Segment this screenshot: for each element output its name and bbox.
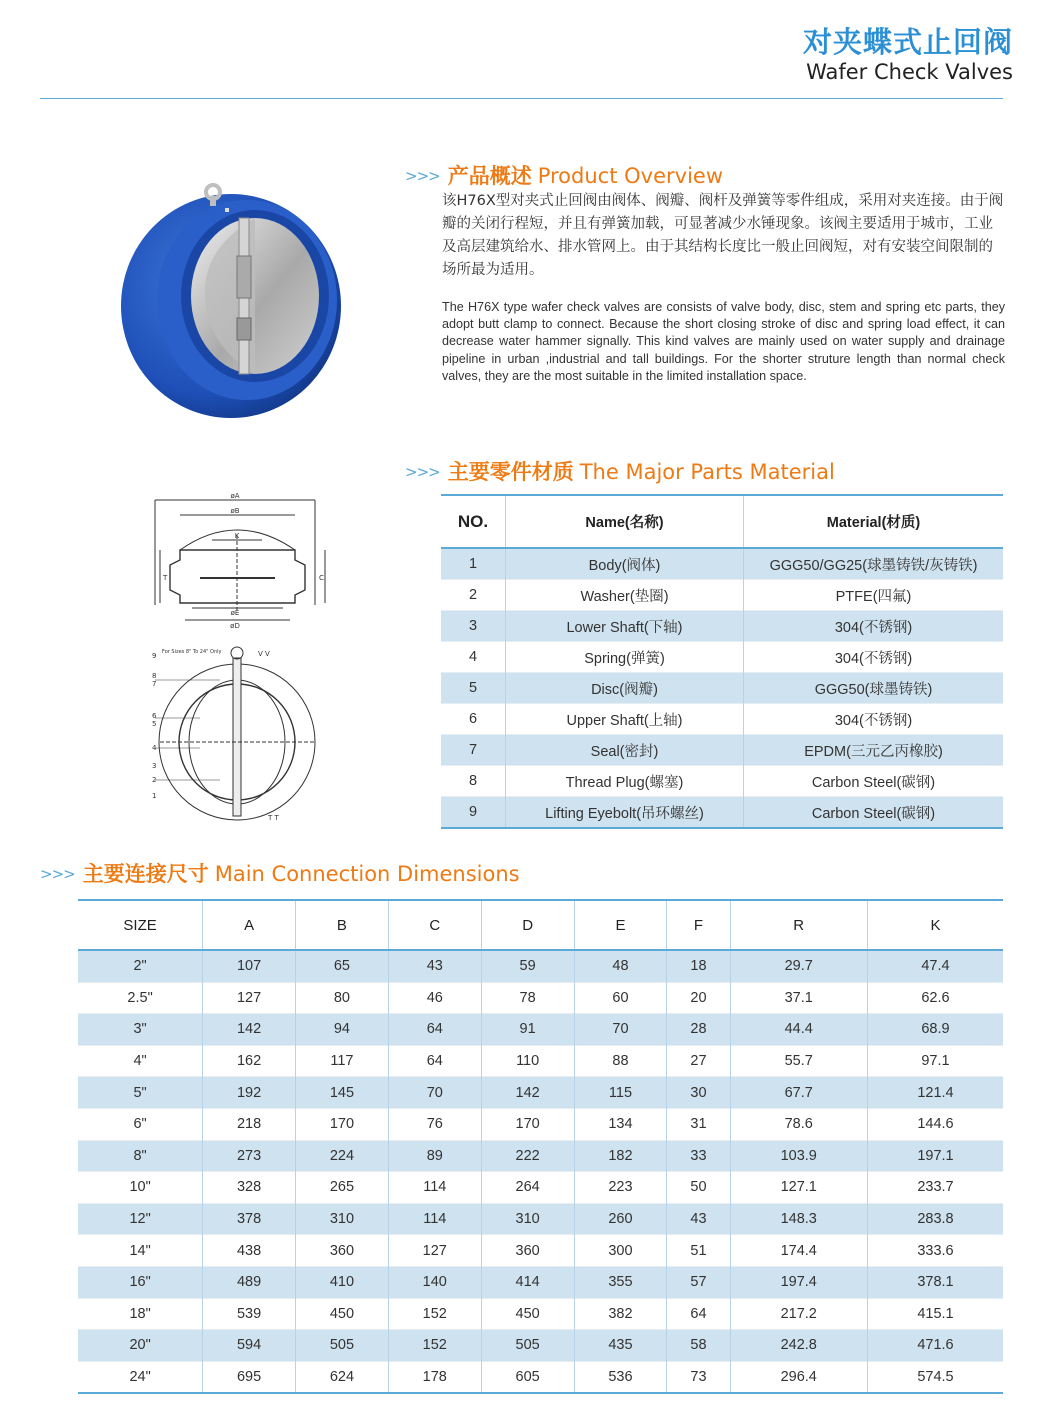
table-cell-name: Disc(阀瓣)	[506, 673, 744, 704]
table-cell: 51	[667, 1235, 730, 1267]
table-row	[78, 1298, 1003, 1330]
table-cell: 10"	[78, 1172, 203, 1204]
table-cell: 12"	[78, 1203, 203, 1235]
table-cell-no: 4	[441, 642, 506, 673]
table-row	[78, 1077, 1003, 1109]
svg-text:3: 3	[152, 762, 157, 770]
col-header-no: NO.	[441, 495, 506, 548]
table-cell-no: 2	[441, 580, 506, 611]
table-cell: 58	[667, 1330, 730, 1362]
table-cell: 283.8	[867, 1203, 1003, 1235]
table-row	[78, 982, 1003, 1014]
valve-technical-drawing	[140, 490, 340, 830]
parts-material-table	[441, 494, 1003, 829]
table-cell: 43	[388, 950, 481, 982]
svg-text:7: 7	[152, 680, 157, 688]
valve-product-photo	[113, 178, 353, 423]
page-title-cn: 对夹蝶式止回阀	[802, 25, 1013, 59]
dim-label-d: øD	[230, 622, 240, 630]
table-row	[78, 1045, 1003, 1077]
table-cell-name: Thread Plug(螺塞)	[506, 766, 744, 797]
table-cell: 505	[481, 1330, 574, 1362]
table-cell: 574.5	[867, 1361, 1003, 1393]
table-cell: 57	[667, 1266, 730, 1298]
table-row	[78, 1266, 1003, 1298]
table-cell: 78.6	[730, 1108, 867, 1140]
table-cell: 78	[481, 982, 574, 1014]
table-cell: 142	[481, 1077, 574, 1109]
table-cell: 594	[203, 1330, 296, 1362]
col-header-d: D	[481, 900, 574, 950]
table-cell: 174.4	[730, 1235, 867, 1267]
table-cell: 233.7	[867, 1172, 1003, 1204]
table-cell: 18	[667, 950, 730, 982]
table-cell: 6"	[78, 1108, 203, 1140]
col-header-e: E	[574, 900, 667, 950]
table-cell: 182	[574, 1140, 667, 1172]
table-cell-no: 1	[441, 548, 506, 580]
table-cell: 121.4	[867, 1077, 1003, 1109]
table-cell: 355	[574, 1266, 667, 1298]
table-cell: 33	[667, 1140, 730, 1172]
table-cell: 222	[481, 1140, 574, 1172]
table-cell: 605	[481, 1361, 574, 1393]
table-cell: 76	[388, 1108, 481, 1140]
table-cell: 223	[574, 1172, 667, 1204]
table-cell: 37.1	[730, 982, 867, 1014]
table-cell: 142	[203, 1014, 296, 1046]
table-cell: 127	[388, 1235, 481, 1267]
table-cell: 115	[574, 1077, 667, 1109]
col-header-c: C	[388, 900, 481, 950]
table-cell-material: 304(不锈钢)	[744, 704, 1004, 735]
table-cell: 471.6	[867, 1330, 1003, 1362]
dim-label-e: øE	[230, 609, 240, 617]
section-heading-dimensions: >>> 主要连接尺寸 Main Connection Dimensions	[40, 862, 520, 886]
table-cell: 435	[574, 1330, 667, 1362]
table-cell: 16"	[78, 1266, 203, 1298]
table-cell-no: 7	[441, 735, 506, 766]
table-cell: 62.6	[867, 982, 1003, 1014]
table-cell: 88	[574, 1045, 667, 1077]
callout-numbers	[152, 652, 157, 800]
table-cell: 328	[203, 1172, 296, 1204]
table-row	[78, 1330, 1003, 1362]
table-cell: 80	[296, 982, 389, 1014]
table-cell: 178	[388, 1361, 481, 1393]
svg-text:1: 1	[152, 792, 157, 800]
table-cell-material: Carbon Steel(碳钢)	[744, 797, 1004, 829]
table-row	[441, 766, 1003, 797]
table-cell-no: 6	[441, 704, 506, 735]
table-cell: 273	[203, 1140, 296, 1172]
svg-text:2: 2	[152, 776, 157, 784]
svg-text:9: 9	[152, 652, 157, 660]
table-cell: 260	[574, 1203, 667, 1235]
table-cell: 97.1	[867, 1045, 1003, 1077]
table-cell: 29.7	[730, 950, 867, 982]
table-row	[441, 548, 1003, 580]
drawing-section-label: T T	[268, 814, 279, 822]
svg-text:4: 4	[152, 744, 157, 752]
table-cell: 310	[296, 1203, 389, 1235]
table-cell: 695	[203, 1361, 296, 1393]
table-cell: 70	[388, 1077, 481, 1109]
table-row	[78, 950, 1003, 982]
table-row	[441, 735, 1003, 766]
section-heading-overview: >>> 产品概述 Product Overview	[405, 164, 723, 188]
table-cell: 50	[667, 1172, 730, 1204]
chevron-arrows-icon: >>>	[40, 865, 75, 883]
drawing-view-label: V V	[258, 650, 270, 658]
table-cell: 127.1	[730, 1172, 867, 1204]
page-title-en: Wafer Check Valves	[806, 60, 1013, 84]
table-cell-material: PTFE(四氟)	[744, 580, 1004, 611]
svg-text:5: 5	[152, 720, 157, 728]
table-cell: 360	[296, 1235, 389, 1267]
drawing-size-note: For Sizes 8" To 24" Only	[162, 649, 222, 655]
table-cell: 218	[203, 1108, 296, 1140]
svg-text:8: 8	[152, 672, 157, 680]
table-cell: 333.6	[867, 1235, 1003, 1267]
table-cell: 3"	[78, 1014, 203, 1046]
table-cell: 536	[574, 1361, 667, 1393]
col-header-size: SIZE	[78, 900, 203, 950]
section-view	[155, 492, 325, 630]
table-cell: 60	[574, 982, 667, 1014]
table-cell-no: 8	[441, 766, 506, 797]
table-cell: 47.4	[867, 950, 1003, 982]
table-cell: 114	[388, 1203, 481, 1235]
table-cell: 30	[667, 1077, 730, 1109]
chevron-arrows-icon: >>>	[405, 463, 440, 481]
table-cell: 46	[388, 982, 481, 1014]
dim-label-c: C	[319, 574, 324, 582]
header-divider	[40, 98, 1003, 99]
table-cell: 114	[388, 1172, 481, 1204]
table-cell: 64	[388, 1014, 481, 1046]
table-cell: 20"	[78, 1330, 203, 1362]
table-cell-material: GGG50(球墨铸铁)	[744, 673, 1004, 704]
table-cell: 8"	[78, 1140, 203, 1172]
table-cell: 624	[296, 1361, 389, 1393]
table-cell-name: Spring(弹簧)	[506, 642, 744, 673]
table-cell-material: Carbon Steel(碳钢)	[744, 766, 1004, 797]
table-cell: 505	[296, 1330, 389, 1362]
table-cell-no: 9	[441, 797, 506, 829]
col-header-a: A	[203, 900, 296, 950]
table-cell: 310	[481, 1203, 574, 1235]
table-cell: 73	[667, 1361, 730, 1393]
table-cell: 296.4	[730, 1361, 867, 1393]
table-cell: 65	[296, 950, 389, 982]
table-cell: 410	[296, 1266, 389, 1298]
col-header-f: F	[667, 900, 730, 950]
table-cell: 300	[574, 1235, 667, 1267]
table-cell: 242.8	[730, 1330, 867, 1362]
table-row	[78, 1203, 1003, 1235]
table-cell: 264	[481, 1172, 574, 1204]
table-cell: 450	[481, 1298, 574, 1330]
table-cell-name: Seal(密封)	[506, 735, 744, 766]
table-row	[441, 704, 1003, 735]
table-row	[78, 1172, 1003, 1204]
table-row	[441, 642, 1003, 673]
col-header-name: Name(名称)	[506, 495, 744, 548]
table-cell-no: 5	[441, 673, 506, 704]
table-row	[78, 1140, 1003, 1172]
table-cell: 438	[203, 1235, 296, 1267]
table-cell-name: Lifting Eyebolt(吊环螺丝)	[506, 797, 744, 829]
table-cell: 64	[667, 1298, 730, 1330]
chevron-arrows-icon: >>>	[405, 167, 440, 185]
table-row	[441, 580, 1003, 611]
table-cell: 197.4	[730, 1266, 867, 1298]
table-cell-name: Lower Shaft(下轴)	[506, 611, 744, 642]
dim-label-b: øB	[230, 507, 240, 515]
table-row	[441, 673, 1003, 704]
table-cell: 145	[296, 1077, 389, 1109]
table-cell: 43	[667, 1203, 730, 1235]
table-cell: 67.7	[730, 1077, 867, 1109]
table-cell: 89	[388, 1140, 481, 1172]
table-cell: 414	[481, 1266, 574, 1298]
table-cell: 44.4	[730, 1014, 867, 1046]
front-view	[155, 647, 315, 820]
overview-text-cn: 该H76X型对夹式止回阀由阀体、阀瓣、阀杆及弹簧等零件组成，采用对夹连接。由于阀瓣的关闭行程短，并且有弹簧加载，可显著减少水锤现象。该阀主要适用于城市，工业及高层建筑给水、排水管网上。由于其结构长度比一般止回阀短，对有安装空间限制的场所最为适用。	[442, 193, 1004, 278]
table-cell-name: Upper Shaft(上轴)	[506, 704, 744, 735]
table-cell: 224	[296, 1140, 389, 1172]
table-cell: 170	[481, 1108, 574, 1140]
table-cell-material: 304(不锈钢)	[744, 642, 1004, 673]
table-row	[78, 1014, 1003, 1046]
table-cell: 378	[203, 1203, 296, 1235]
table-cell: 28	[667, 1014, 730, 1046]
table-cell: 378.1	[867, 1266, 1003, 1298]
table-cell: 91	[481, 1014, 574, 1046]
table-cell: 64	[388, 1045, 481, 1077]
table-cell: 103.9	[730, 1140, 867, 1172]
table-cell: 18"	[78, 1298, 203, 1330]
table-cell-material: 304(不锈钢)	[744, 611, 1004, 642]
col-header-k: K	[867, 900, 1003, 950]
table-cell: 192	[203, 1077, 296, 1109]
table-cell: 4"	[78, 1045, 203, 1077]
svg-text:6: 6	[152, 712, 157, 720]
table-cell: 450	[296, 1298, 389, 1330]
col-header-r: R	[730, 900, 867, 950]
table-cell: 197.1	[867, 1140, 1003, 1172]
table-row	[78, 1361, 1003, 1393]
col-header-b: B	[296, 900, 389, 950]
table-cell: 70	[574, 1014, 667, 1046]
table-cell: 107	[203, 950, 296, 982]
table-cell: 140	[388, 1266, 481, 1298]
dimensions-table	[78, 899, 1003, 1394]
table-cell: 127	[203, 982, 296, 1014]
section-heading-parts: >>> 主要零件材质 The Major Parts Material	[405, 460, 835, 484]
table-cell: 110	[481, 1045, 574, 1077]
table-row	[441, 611, 1003, 642]
table-row	[78, 1235, 1003, 1267]
table-cell-name: Body(阀体)	[506, 548, 744, 580]
table-cell: 144.6	[867, 1108, 1003, 1140]
table-cell: 217.2	[730, 1298, 867, 1330]
table-cell: 2"	[78, 950, 203, 982]
col-header-material: Material(材质)	[744, 495, 1004, 548]
table-cell: 265	[296, 1172, 389, 1204]
table-cell: 148.3	[730, 1203, 867, 1235]
table-cell: 31	[667, 1108, 730, 1140]
table-cell: 24"	[78, 1361, 203, 1393]
table-cell: 170	[296, 1108, 389, 1140]
table-cell: 5"	[78, 1077, 203, 1109]
dim-label-k: K	[234, 532, 240, 540]
table-cell: 162	[203, 1045, 296, 1077]
table-cell: 2.5"	[78, 982, 203, 1014]
table-cell-name: Washer(垫圈)	[506, 580, 744, 611]
table-cell-material: EPDM(三元乙丙橡胶)	[744, 735, 1004, 766]
table-cell: 48	[574, 950, 667, 982]
table-cell: 14"	[78, 1235, 203, 1267]
table-cell: 59	[481, 950, 574, 982]
table-cell: 489	[203, 1266, 296, 1298]
table-cell: 55.7	[730, 1045, 867, 1077]
table-cell: 27	[667, 1045, 730, 1077]
table-cell-no: 3	[441, 611, 506, 642]
table-row	[78, 1108, 1003, 1140]
table-cell: 382	[574, 1298, 667, 1330]
table-cell: 68.9	[867, 1014, 1003, 1046]
table-cell: 134	[574, 1108, 667, 1140]
table-row	[441, 797, 1003, 829]
table-cell: 94	[296, 1014, 389, 1046]
table-cell: 360	[481, 1235, 574, 1267]
table-cell: 152	[388, 1298, 481, 1330]
dim-label-a: øA	[230, 492, 240, 500]
dim-label-t: T	[163, 574, 168, 582]
overview-text-en: The H76X type wafer check valves are consists of valve body, disc, stem and spring etc parts, they adopt butt clamp to connect. Because the short closing stroke of disc and spring load effect, it can decrease water hammer signally. This kind valves are mainly used on water supply and drainage pipeline in urban ,industrial and tall buildings. For the shorter struture length than normal check valves, they are the most suitable in the limited installation space.	[442, 300, 1005, 383]
table-cell-material: GGG50/GG25(球墨铸铁/灰铸铁)	[744, 548, 1004, 580]
table-cell: 539	[203, 1298, 296, 1330]
table-cell: 117	[296, 1045, 389, 1077]
table-cell: 152	[388, 1330, 481, 1362]
table-cell: 415.1	[867, 1298, 1003, 1330]
table-cell: 20	[667, 982, 730, 1014]
